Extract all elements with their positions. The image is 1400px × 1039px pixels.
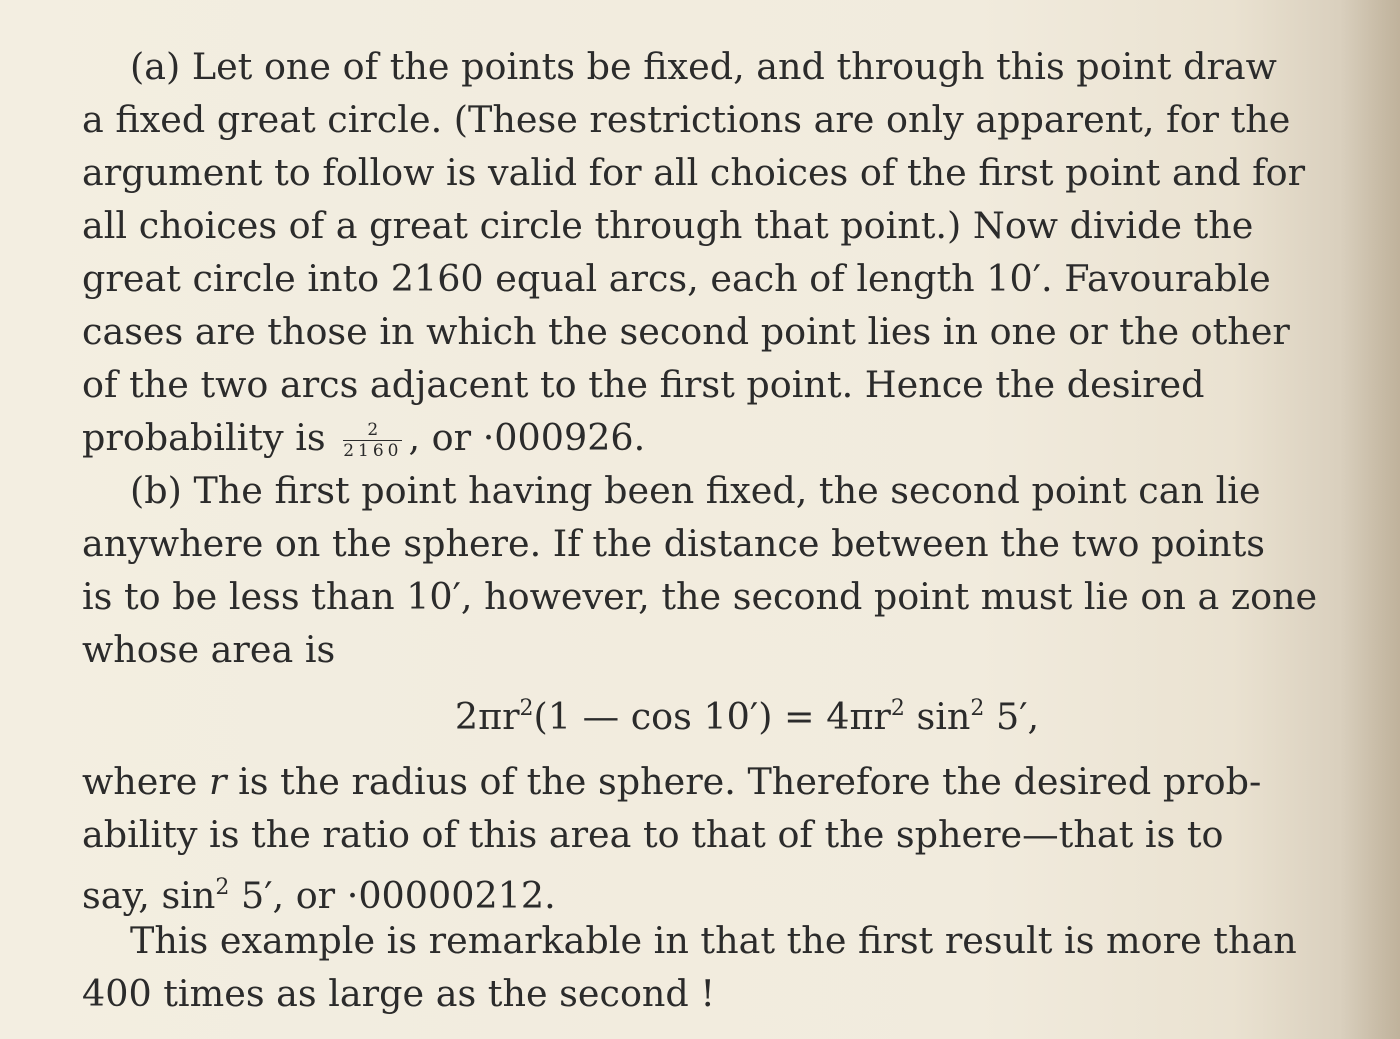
text-line (82, 755, 1352, 808)
text-line: whose area is (82, 628, 336, 671)
equation-exponent: 2 (970, 696, 985, 721)
text-line (82, 861, 1352, 917)
text-fragment: is the radius of the sphere. Therefore the desired prob- (226, 760, 1262, 803)
text-line: cases are those in which the second point lies in one or the other (82, 310, 1290, 353)
exponent: 2 (215, 875, 230, 900)
equation-middle: (1 — cos 10′) = 4πr (533, 695, 891, 738)
equation-end: 5′, (984, 695, 1040, 738)
variable-r: r (209, 760, 227, 803)
text-line: anywhere on the sphere. If the distance between the two points (82, 522, 1266, 565)
equation-lhs: 2πr (454, 695, 520, 738)
text-line: ability is the ratio of this area to that of the sphere—that is to (82, 813, 1224, 856)
text-line: This example is remarkable in that the first result is more than (130, 919, 1297, 962)
text-line: argument to follow is valid for all choices of the first point and for (82, 151, 1306, 194)
equation (82, 682, 1352, 738)
text-fragment: say, sin (82, 874, 216, 917)
text-line: (a) Let one of the points be fixed, and through this point draw (130, 45, 1277, 88)
fraction (343, 420, 402, 461)
probability-line (82, 411, 1352, 464)
text-line: a fixed great circle. (These restrictions are only apparent, for the (82, 98, 1291, 141)
text-line: all choices of a great circle through that point.) Now divide the (82, 204, 1254, 247)
text-line: of the two arcs adjacent to the first point. Hence the desired (82, 363, 1205, 406)
equation-exponent: 2 (519, 696, 534, 721)
equation-sin: sin (904, 695, 971, 738)
text-line: 400 times as large as the second ! (82, 972, 716, 1015)
equation-exponent: 2 (890, 696, 905, 721)
text-fragment: 5′, or ·00000212. (229, 874, 556, 917)
probability-suffix: , or ·000926. (408, 416, 646, 459)
fraction-denominator: 2160 (343, 441, 403, 461)
probability-prefix: probability is (82, 416, 338, 459)
text-line: (b) The first point having been fixed, the second point can lie (130, 469, 1261, 512)
text-fragment: where (82, 760, 210, 803)
fraction-numerator: 2 (343, 420, 402, 441)
text-line: great circle into 2160 equal arcs, each of length 10′. Favourable (82, 257, 1271, 300)
text-line: is to be less than 10′, however, the second point must lie on a zone (82, 575, 1318, 618)
page-text (82, 40, 1352, 1020)
